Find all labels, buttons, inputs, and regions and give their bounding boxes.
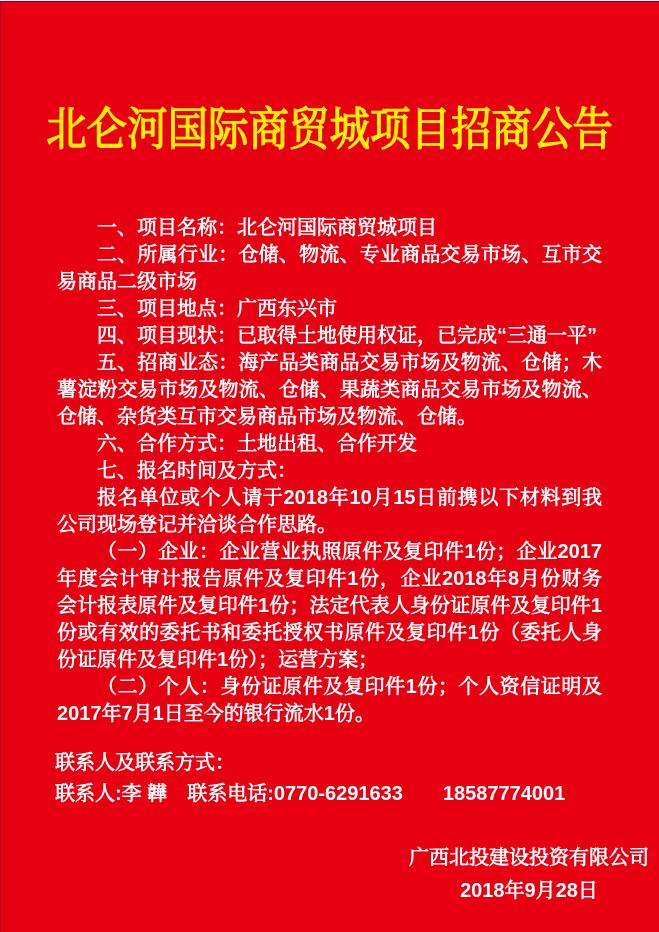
paragraph-location: 三、项目地点：广西东兴市 xyxy=(97,298,337,320)
paragraph-individual-materials: （二）个人：身份证原件及复印件1份；个人资信证明及2017年7月1日至今的银行流水1份。 xyxy=(57,676,602,725)
paragraph-project-name: 一、项目名称：北仑河国际商贸城项目 xyxy=(97,217,437,239)
contact-section xyxy=(55,748,602,810)
paragraph-registration-heading: 七、报名时间及方式： xyxy=(97,460,297,482)
poster-title: 北仑河国际商贸城项目招商公告 xyxy=(46,102,613,156)
signature-block xyxy=(409,842,649,908)
paragraph-status: 四、项目现状：已取得土地使用权证，已完成“三通一平” xyxy=(97,325,597,347)
paragraph-registration-detail: 报名单位或个人请于2018年10月15日前携以下材料到我公司现场登记并洽谈合作思路。 xyxy=(57,487,602,536)
company-name: 广西北投建设投资有限公司 xyxy=(409,847,649,869)
contact-line: 联系人:李 韡 联系电话:0770-6291633 18587774001 xyxy=(55,783,566,805)
signature-section xyxy=(0,842,649,908)
announcement-body xyxy=(57,215,602,728)
paragraph-industry: 二、所属行业：仓储、物流、专业商品交易市场、互市交易商品二级市场 xyxy=(57,244,602,293)
issue-date: 2018年9月28日 xyxy=(460,880,598,902)
paragraph-enterprise-materials: （一）企业：企业营业执照原件及复印件1份；企业2017年度会计审计报告原件及复印件1份，企业2018年8月份财务会计报表原件及复印件1份；法定代表人身份证原件及复印件1份或有效的委托书和委托授权书原件及复印件1份（委托人身份证原件及复印件1份）；运营方案； xyxy=(57,541,602,671)
paragraph-cooperation-mode: 六、合作方式：土地出租、合作开发 xyxy=(97,433,417,455)
paragraph-business-types: 五、招商业态：海产品类商品交易市场及物流、仓储；木薯淀粉交易市场及物流、仓储、果蔬类商品交易市场及物流、仓储、杂货类互市交易商品市场及物流、仓储。 xyxy=(57,352,602,428)
contact-heading: 联系人及联系方式： xyxy=(55,752,235,774)
